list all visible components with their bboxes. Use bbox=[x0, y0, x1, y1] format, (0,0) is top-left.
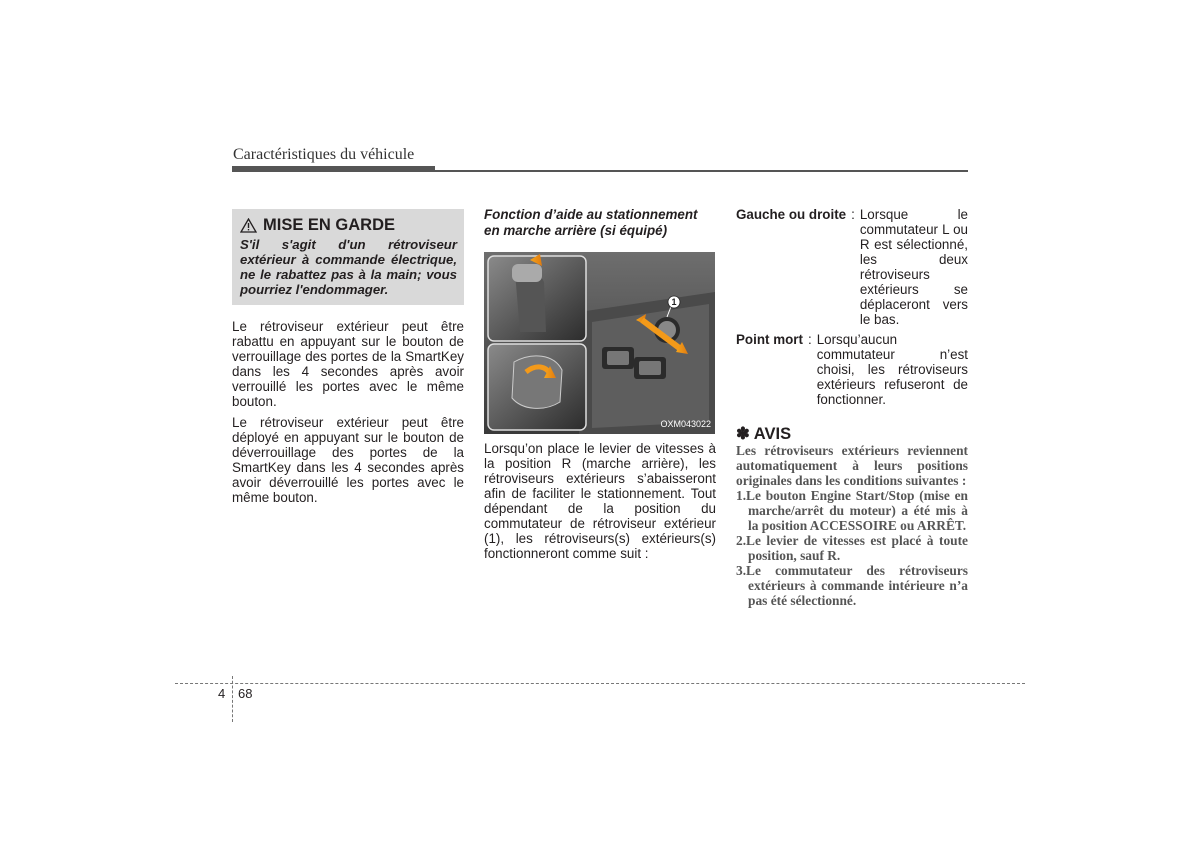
photo-code: OXM043022 bbox=[660, 419, 711, 429]
paragraph-fold: Le rétroviseur extérieur peut être rabattu en appuyant sur le bouton de verrouillage des portes de la SmartKey dans les 4 secondes après avoir verrouillé les portes avec le même bouton. bbox=[232, 319, 464, 409]
callout-label-1: 1 bbox=[671, 297, 677, 307]
definition-left-right bbox=[736, 207, 968, 327]
notice-list bbox=[736, 488, 968, 608]
footer-divider bbox=[232, 676, 233, 722]
header-rule-thin bbox=[232, 170, 968, 172]
definition-term: Point mort bbox=[736, 332, 803, 347]
section-subheading: Fonction d’aide au stationnement en marche arrière (si équipé) bbox=[484, 207, 698, 238]
definition-colon: : bbox=[851, 207, 855, 222]
footer-rule bbox=[175, 683, 1025, 684]
running-header-title: Caractéristiques du véhicule bbox=[233, 146, 415, 163]
definition-colon: : bbox=[807, 332, 812, 347]
notice-item: 2.Le levier de vitesses est placé à toute position, sauf R. bbox=[736, 533, 968, 563]
notice-intro: Les rétroviseurs extérieurs reviennent automatiquement à leurs positions originales dans les conditions suivantes : bbox=[736, 443, 968, 488]
column-middle bbox=[484, 207, 716, 561]
definition-body: Lorsque le commutateur L ou R est sélectionné, les deux rétroviseurs extérieurs se déplaceront vers le bas. bbox=[859, 207, 968, 327]
mirror-switch-photo bbox=[484, 252, 715, 434]
warning-triangle-icon bbox=[240, 218, 257, 233]
paragraph-reverse-assist: Lorsqu’on place le levier de vitesses à la position R (marche arrière), les rétroviseurs extérieurs s’abaisseront afin de faciliter le stationnement. Tout dépendant de la position du commutateur de rétroviseur extérieur (1), les rétroviseurs(s) extérieurs(s) fonctionneront comme suit : bbox=[484, 441, 716, 561]
column-right bbox=[736, 207, 968, 608]
warning-box bbox=[232, 209, 464, 305]
chapter-number: 4 bbox=[218, 686, 226, 701]
definition-body: Lorsqu’aucun commutateur n’est choisi, les rétroviseurs extérieurs refuseront de fonctionner. bbox=[816, 332, 968, 407]
mirror-switch-illustration bbox=[484, 252, 715, 434]
column-left bbox=[232, 209, 464, 505]
notice-item: 3.Le commutateur des rétroviseurs extérieurs à commande intérieure n’a pas été sélectionné. bbox=[736, 563, 968, 608]
notice-heading: ✽ AVIS bbox=[736, 425, 792, 443]
paragraph-unfold: Le rétroviseur extérieur peut être déployé en appuyant sur le bouton de déverrouillage des portes de la SmartKey dans les 4 secondes après avoir déverrouillé les portes avec le même bouton. bbox=[232, 415, 464, 505]
notice-item: 1.Le bouton Engine Start/Stop (mise en marche/arrêt du moteur) a été mis à la position ACCESSOIRE ou ARRÊT. bbox=[736, 488, 968, 533]
definition-neutral bbox=[736, 332, 968, 407]
definition-term: Gauche ou droite bbox=[736, 207, 847, 222]
warning-heading bbox=[240, 216, 457, 235]
page-number: 68 bbox=[238, 686, 253, 701]
warning-text: S'il s'agit d'un rétroviseur extérieur à commande électrique, ne le rabattez pas à la main; vous pourriez l'endommager. bbox=[240, 237, 457, 297]
warning-title: MISE EN GARDE bbox=[263, 216, 396, 234]
